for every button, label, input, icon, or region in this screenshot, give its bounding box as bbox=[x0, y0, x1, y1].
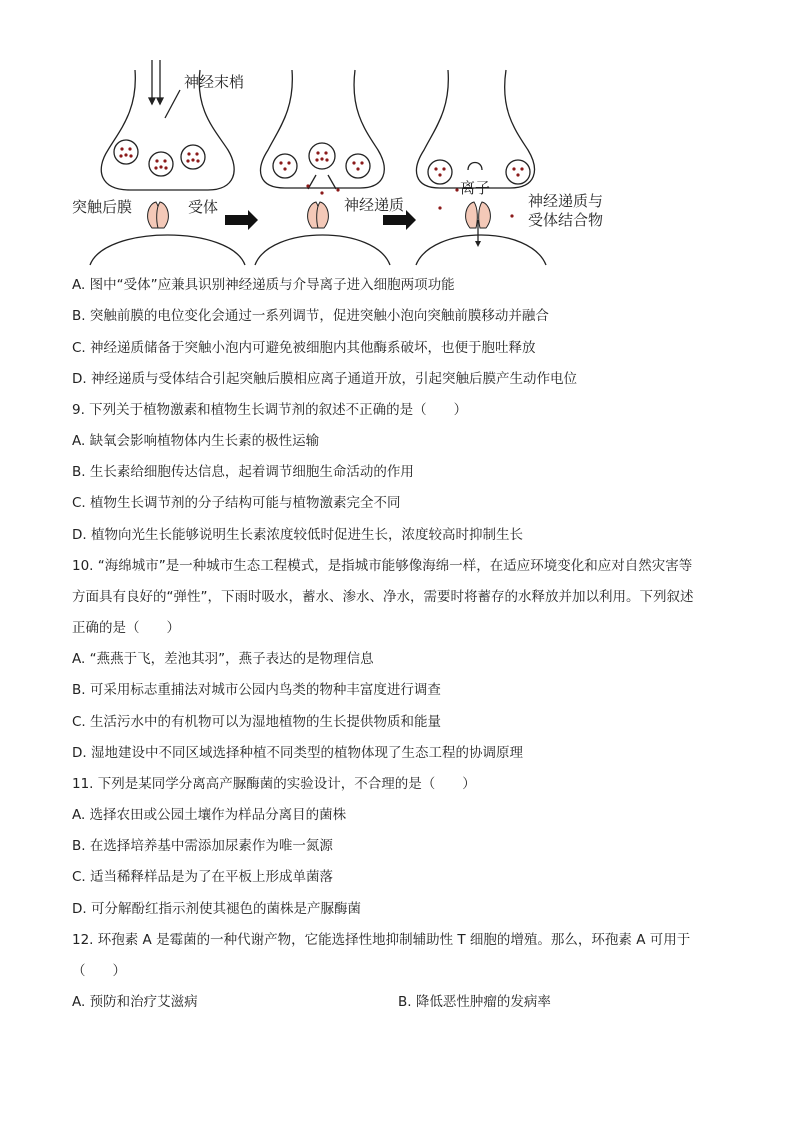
option-line: D. 神经递质与受体结合引起突触后膜相应离子通道开放，引起突触后膜产生动作电位 bbox=[72, 371, 577, 387]
option-line: D. 植物向光生长能够说明生长素浓度较低时促进生长，浓度较高时抑制生长 bbox=[72, 527, 523, 543]
option-line: B. 降低恶性肿瘤的发病率 bbox=[398, 994, 551, 1010]
question-stem: 方面具有良好的“弹性”，下雨时吸水，蓄水、渗水、净水，需要时将蓄存的水释放并加以利用。下列叙述 bbox=[72, 589, 694, 605]
label-nerve-terminal: 神经末梢 bbox=[184, 73, 245, 91]
label-postsynaptic-membrane: 突触后膜 bbox=[72, 198, 133, 216]
arrow-right-icon bbox=[225, 210, 258, 230]
option-line: C. 植物生长调节剂的分子结构可能与植物激素完全不同 bbox=[72, 495, 401, 511]
question-stem: 正确的是（ ） bbox=[72, 620, 180, 636]
receptor-1 bbox=[148, 202, 169, 228]
option-line: B. 生长素给细胞传达信息，起着调节细胞生命活动的作用 bbox=[72, 464, 414, 480]
question-stem: 9. 下列关于植物激素和植物生长调节剂的叙述不正确的是（ ） bbox=[72, 402, 468, 418]
option-line: D. 可分解酚红指示剂使其褪色的菌株是产脲酶菌 bbox=[72, 901, 361, 917]
vesicle-dots-1 bbox=[119, 147, 199, 169]
option-line: D. 湿地建设中不同区域选择种植不同类型的植物体现了生态工程的协调原理 bbox=[72, 745, 523, 761]
synapse-panel-2 bbox=[255, 70, 390, 265]
option-line: C. 生活污水中的有机物可以为湿地植物的生长提供物质和能量 bbox=[72, 714, 442, 730]
option-line: A. 预防和治疗艾滋病 bbox=[72, 994, 198, 1010]
option-line: B. 在选择培养基中需添加尿素作为唯一氮源 bbox=[72, 838, 333, 854]
label-receptor: 受体 bbox=[188, 198, 219, 216]
receptor-2 bbox=[308, 202, 329, 228]
question-stem: 10. “海绵城市”是一种城市生态工程模式，是指城市能够像海绵一样，在适应环境变化和应对自然灾害等 bbox=[72, 558, 693, 574]
question-stem: （ ） bbox=[72, 963, 126, 979]
label-neurotransmitter: 神经递质 bbox=[344, 196, 405, 214]
option-line: B. 突触前膜的电位变化会通过一系列调节，促进突触小泡向突触前膜移动并融合 bbox=[72, 308, 549, 324]
label-complex-line2: 受体结合物 bbox=[528, 211, 604, 229]
option-line: A. “燕燕于飞，差池其羽”，燕子表达的是物理信息 bbox=[72, 651, 374, 667]
label-complex-line1: 神经递质与 bbox=[528, 192, 604, 210]
option-line: A. 图中“受体”应兼具识别神经递质与介导离子进入细胞两项功能 bbox=[72, 277, 455, 293]
question-stem: 12. 环孢素 A 是霉菌的一种代谢产物，它能选择性地抑制辅助性 T 细胞的增殖。那么，环孢素 A 可用于 bbox=[72, 932, 691, 948]
label-ion: 离子 bbox=[460, 179, 491, 197]
option-line: B. 可采用标志重捕法对城市公园内鸟类的物种丰富度进行调查 bbox=[72, 682, 441, 698]
option-line: C. 适当稀释样品是为了在平板上形成单菌落 bbox=[72, 869, 334, 885]
option-line: A. 缺氧会影响植物体内生长素的极性运输 bbox=[72, 433, 320, 449]
option-line: C. 神经递质储备于突触小泡内可避免被细胞内其他酶系破坏，也便于胞吐释放 bbox=[72, 340, 536, 356]
synapse-diagram bbox=[60, 60, 660, 270]
question-stem: 11. 下列是某同学分离高产脲酶菌的实验设计，不合理的是（ ） bbox=[72, 776, 476, 792]
option-line: A. 选择农田或公园土壤作为样品分离目的菌株 bbox=[72, 807, 347, 823]
